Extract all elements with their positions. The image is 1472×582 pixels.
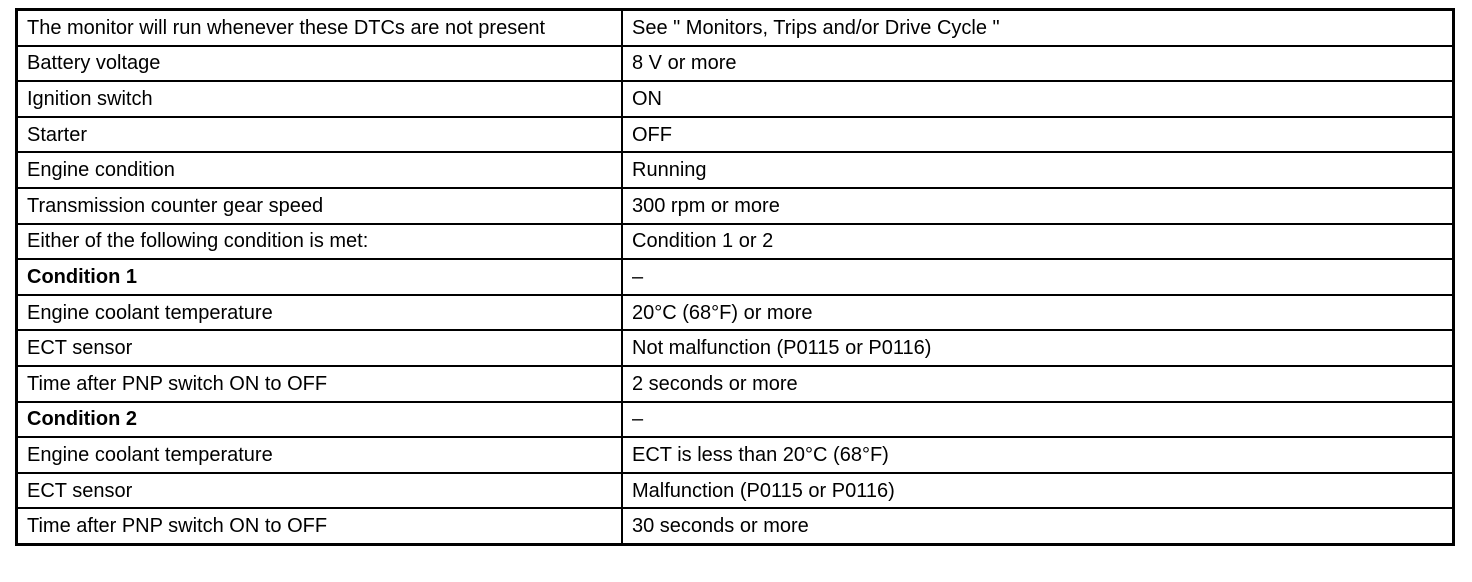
condition-header-row (17, 259, 1454, 295)
table-row (17, 224, 1454, 260)
condition-header-row (17, 402, 1454, 438)
row-value: – (622, 259, 1454, 295)
row-label: Time after PNP switch ON to OFF (17, 366, 623, 402)
row-value: Condition 1 or 2 (622, 224, 1454, 260)
row-label: Engine coolant temperature (17, 295, 623, 331)
table-row (17, 188, 1454, 224)
row-label: Transmission counter gear speed (17, 188, 623, 224)
row-label: Battery voltage (17, 46, 623, 82)
row-value: 8 V or more (622, 46, 1454, 82)
conditions-table-body (17, 10, 1454, 545)
row-label: Either of the following condition is met: (17, 224, 623, 260)
row-value: 20°C (68°F) or more (622, 295, 1454, 331)
row-label: Condition 1 (17, 259, 623, 295)
row-label: Engine condition (17, 152, 623, 188)
row-value: See " Monitors, Trips and/or Drive Cycle " (622, 10, 1454, 46)
table-row (17, 46, 1454, 82)
conditions-table (15, 8, 1455, 546)
table-row (17, 330, 1454, 366)
row-value: 300 rpm or more (622, 188, 1454, 224)
row-label: Condition 2 (17, 402, 623, 438)
row-value: Not malfunction (P0115 or P0116) (622, 330, 1454, 366)
table-row (17, 152, 1454, 188)
row-value: – (622, 402, 1454, 438)
table-row (17, 117, 1454, 153)
row-value: Running (622, 152, 1454, 188)
row-value: 30 seconds or more (622, 508, 1454, 544)
table-row (17, 473, 1454, 509)
row-label: Ignition switch (17, 81, 623, 117)
row-value: OFF (622, 117, 1454, 153)
table-row (17, 10, 1454, 46)
row-value: Malfunction (P0115 or P0116) (622, 473, 1454, 509)
row-label: Time after PNP switch ON to OFF (17, 508, 623, 544)
row-label: Starter (17, 117, 623, 153)
table-row (17, 366, 1454, 402)
table-row (17, 81, 1454, 117)
conditions-table-container (15, 8, 1447, 546)
row-value: 2 seconds or more (622, 366, 1454, 402)
table-row (17, 437, 1454, 473)
row-value: ECT is less than 20°C (68°F) (622, 437, 1454, 473)
table-row (17, 508, 1454, 544)
table-row (17, 295, 1454, 331)
row-label: Engine coolant temperature (17, 437, 623, 473)
row-value: ON (622, 81, 1454, 117)
row-label: ECT sensor (17, 473, 623, 509)
row-label: ECT sensor (17, 330, 623, 366)
row-label: The monitor will run whenever these DTCs are not present (17, 10, 623, 46)
